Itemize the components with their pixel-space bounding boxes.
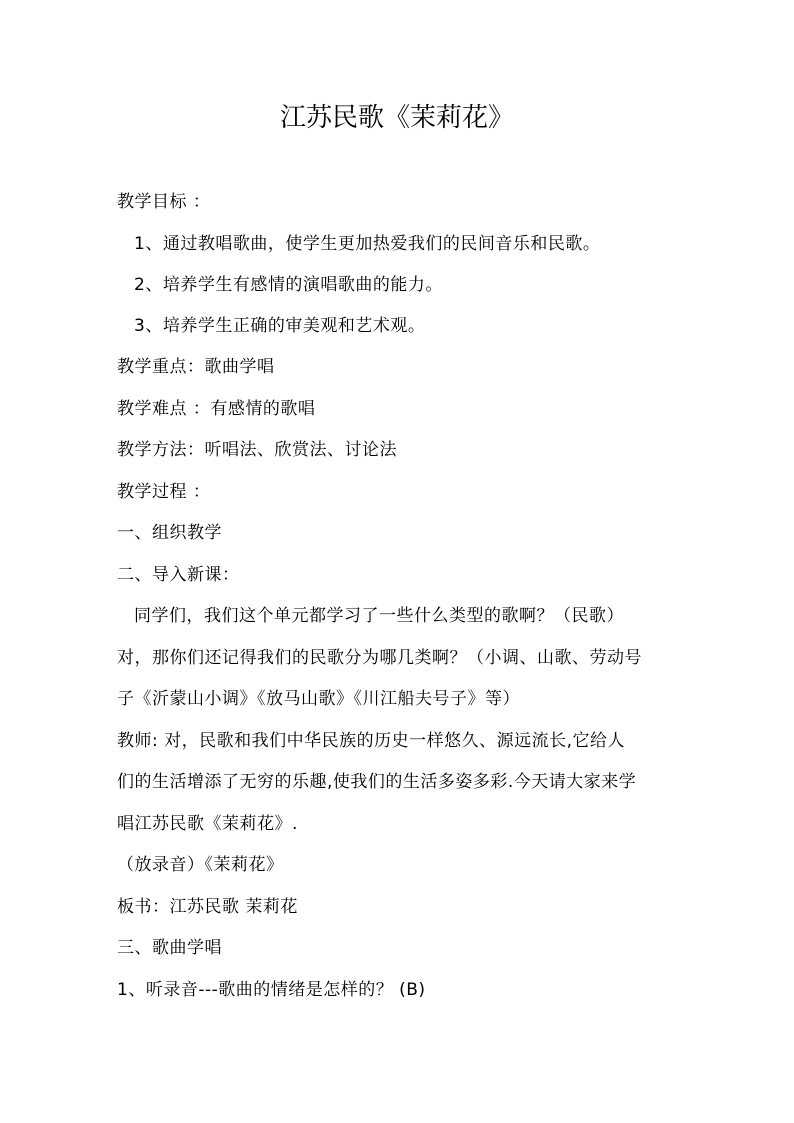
difficulty: 教学难点 ：有感情的歌唱 — [117, 399, 316, 419]
key-point: 教学重点：歌曲学唱 — [117, 357, 275, 377]
goal-item-1: 1、通过教唱歌曲，使学生更加热爱我们的民间音乐和民歌。 — [134, 234, 601, 254]
teacher-line-1: 教师: 对，民歌和我们中华民族的历史一样悠久、源远流长,它给人 — [117, 731, 626, 751]
goal-item-2: 2、培养学生有感情的演唱歌曲的能力。 — [134, 275, 443, 295]
step-organize: 一、组织教学 — [117, 523, 222, 543]
document-title: 江苏民歌《茉莉花》 — [279, 103, 514, 133]
method: 教学方法：听唱法、欣赏法、讨论法 — [117, 440, 397, 460]
goal-item-3: 3、培养学生正确的审美观和艺术观。 — [134, 316, 426, 336]
intro-line-3: 子《沂蒙山小调》《放马山歌》《川江船夫号子》等） — [117, 689, 520, 709]
intro-line-2: 对，那你们还记得我们的民歌分为哪几类啊？（小调、山歌、劳动号 — [117, 648, 642, 668]
play-recording: （放录音）《茉莉花》 — [117, 855, 284, 875]
listen-question: 1、听录音---歌曲的情绪是怎样的？ (B) — [117, 980, 426, 1000]
process-heading: 教学过程 ： — [117, 482, 211, 502]
teacher-line-3: 唱江苏民歌《茉莉花》. — [117, 814, 298, 834]
board-writing: 板书：江苏民歌 茉莉花 — [117, 897, 298, 917]
teacher-line-2: 们的生活增添了无穷的乐趣,使我们的生活多姿多彩.今天请大家来学 — [117, 772, 637, 792]
step-song-learning: 三、歌曲学唱 — [117, 938, 222, 958]
step-intro: 二、导入新课： — [117, 565, 240, 585]
intro-line-1: 同学们，我们这个单元都学习了一些什么类型的歌啊？（民歌） — [134, 606, 624, 626]
goals-heading: 教学目标 ： — [117, 192, 211, 212]
